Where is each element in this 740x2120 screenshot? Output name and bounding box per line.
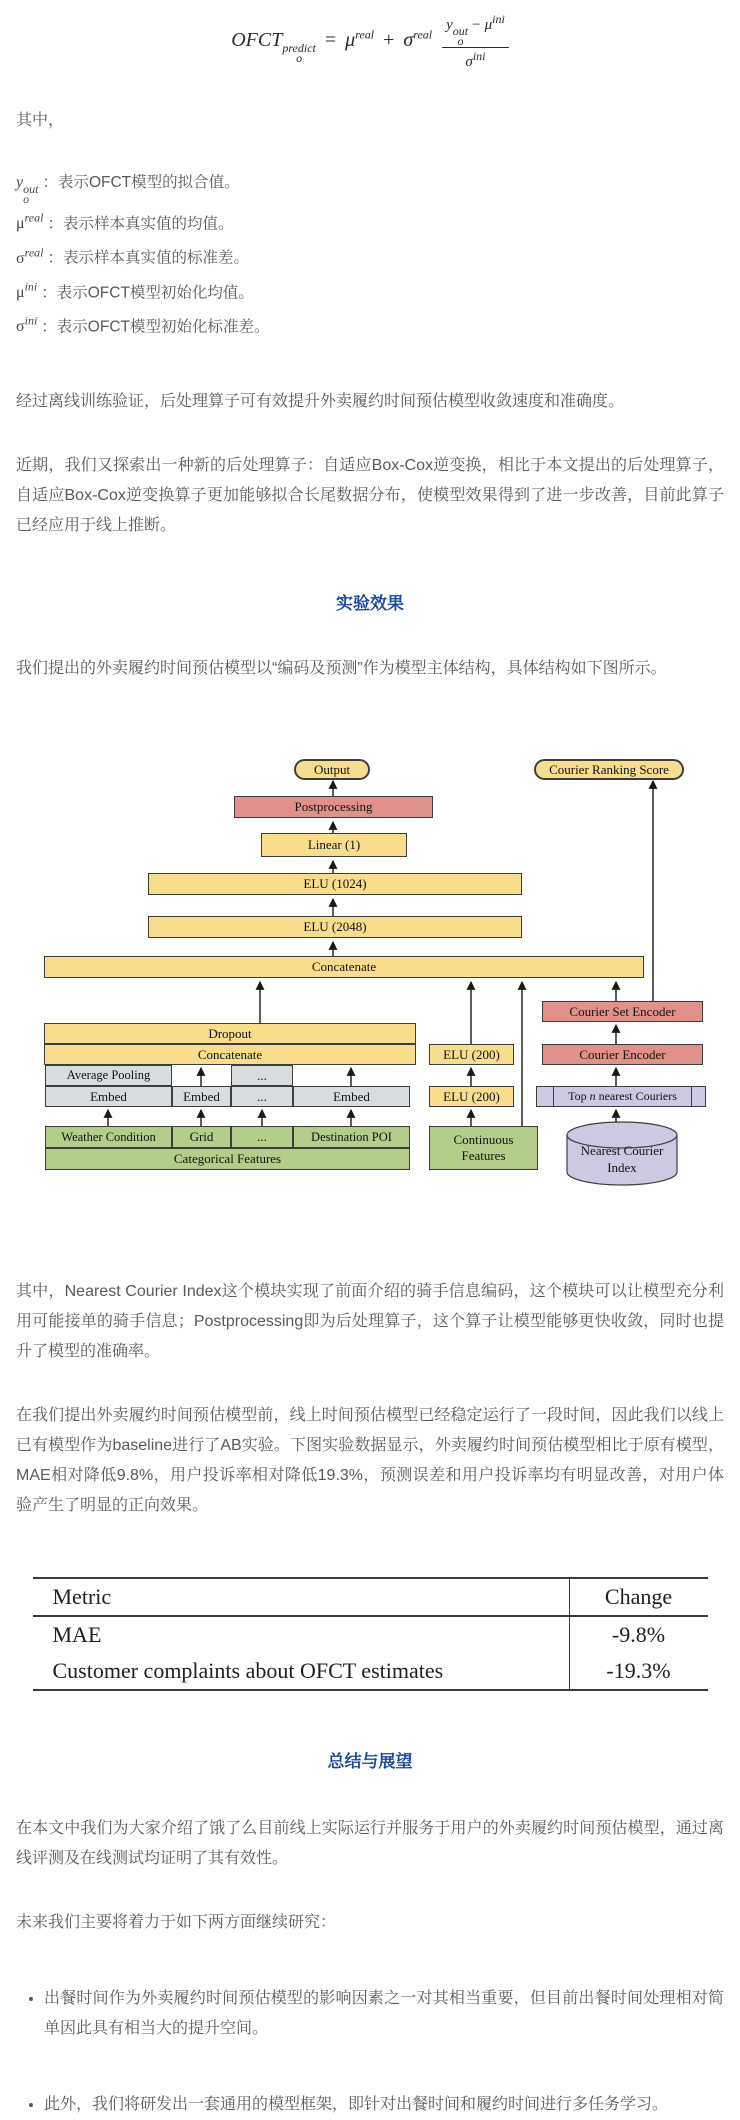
paragraph-future-work: 未来我们主要将着力于如下两方面继续研究： — [16, 1914, 337, 1932]
node-embed-1: Embed — [45, 1086, 172, 1107]
top-n-label: Top n nearest Couriers — [568, 1089, 677, 1104]
node-courier-ranking-score: Courier Ranking Score — [534, 759, 684, 780]
metrics-table — [33, 1577, 708, 1691]
cell-metric: Customer complaints about OFCT estimates — [52, 1658, 444, 1684]
node-weather-condition: Weather Condition — [45, 1126, 172, 1148]
paragraph-module-explanation: 其中，Nearest Courier Index这个模块实现了前面介绍的骑手信息编码，这个模块可以让模型充分利用可能接单的骑手信息；Postprocessing即为后处理算子，这个算子让模型能够更快收敛，同时也提升了模型的准确率。 — [16, 1283, 724, 1361]
paragraph-ab-test: 在我们提出外卖履约时间预估模型前，线上时间预估模型已经稳定运行了一段时间，因此我们以线上已有模型作为baseline进行了AB实验。下图实验数据显示，外卖履约时间预估模型相比于原有模型，MAE相对降低9.8%，用户投诉率相对降低19.3%，预测误差和用户投诉率均有明显改善，对用户体验产生了明显的正向效果。 — [16, 1407, 724, 1515]
node-elu-200-upper: ELU (200) — [429, 1044, 514, 1065]
cell-change: -9.8% — [569, 1616, 708, 1653]
cell-metric: MAE — [52, 1622, 102, 1648]
node-concatenate-embed: Concatenate — [44, 1044, 416, 1065]
node-embed-dots: ... — [231, 1086, 293, 1107]
definition-item: $\sigma^{real}$ ：表示样本真实值的标准差。 — [16, 245, 250, 267]
section-header-experiments: 实验效果 — [336, 594, 404, 614]
node-categorical-features: Categorical Features — [45, 1148, 410, 1170]
future-work-list — [0, 1984, 740, 2120]
list-item: • 出餐时间作为外卖履约时间预估模型的影响因素之一对其相当重要，但目前出餐时间处理相对简单因此具有相当大的提升空间。 — [44, 1984, 724, 2044]
paragraph-model-structure: 我们提出的外卖履约时间预估模型以“编码及预测”作为模型主体结构，具体结构如下图所示。 — [16, 660, 667, 678]
metrics-table-wrap — [0, 1577, 740, 1691]
node-concatenate-main: Concatenate — [44, 956, 644, 978]
node-elu-1024: ELU (1024) — [148, 873, 522, 895]
node-top-n-nearest-couriers — [536, 1086, 706, 1107]
node-courier-set-encoder: Courier Set Encoder — [542, 1001, 703, 1022]
header-metric: Metric — [33, 1578, 570, 1616]
cell-change: -19.3% — [569, 1653, 708, 1690]
paragraph-offline-validation: 经过离线训练验证，后处理算子可有效提升外卖履约时间预估模型收敛速度和准确度。 — [16, 393, 625, 411]
variable-definitions — [0, 169, 740, 341]
node-elu-200-lower: ELU (200) — [429, 1086, 514, 1107]
node-postprocessing: Postprocessing — [234, 796, 433, 818]
table-header-row — [33, 1578, 708, 1616]
node-dropout: Dropout — [44, 1023, 416, 1044]
table-row — [33, 1653, 708, 1690]
node-average-pooling: Average Pooling — [45, 1065, 172, 1086]
formula-lhs: OFCT predict o — [231, 29, 316, 66]
definition-item: $\mu^{ini}$ ：表示OFCT模型初始化均值。 — [16, 279, 254, 301]
formula-sigma-real: $\sigma^{real}$ — [403, 27, 433, 52]
node-output: Output — [294, 759, 370, 780]
node-nearest-courier-index: Nearest Courier Index — [580, 1143, 664, 1176]
node-courier-encoder: Courier Encoder — [542, 1044, 703, 1065]
table-row — [33, 1616, 708, 1653]
formula-fraction: y out o − $\mu^{ini}$ $\sigma^{ini}$ — [442, 12, 509, 71]
node-embed-2: Embed — [172, 1086, 231, 1107]
paragraph-summary: 在本文中我们为大家介绍了饿了么目前线上实际运行并服务于用户的外卖履约时间预估模型，通过离线评测及在线测试均证明了其有效性。 — [16, 1820, 724, 1868]
node-destination-poi: Destination POI — [293, 1126, 410, 1148]
definition-item: $\mu^{real}$ ：表示样本真实值的均值。 — [16, 211, 234, 233]
paragraph-boxcox: 近期，我们又探索出一种新的后处理算子：自适应Box-Cox逆变换，相比于本文提出的后处理算子，自适应Box-Cox逆变换算子更加能够拟合长尾数据分布，使模型效果得到了进一步改善，目前此算子已经应用于线上推断。 — [16, 457, 724, 535]
section-header-summary: 总结与展望 — [327, 1752, 413, 1772]
node-embed-3: Embed — [293, 1086, 410, 1107]
formula-mu-real: $\mu^{real}$ — [345, 27, 375, 52]
top-n-right-cell — [691, 1087, 705, 1106]
node-elu-2048: ELU (2048) — [148, 916, 522, 938]
ofct-formula: OFCT predict o = $\mu^{real} + \sigma^{real}$ y out o − $\mu^{ini}$ $\sigma^{ini}$ — [0, 12, 740, 71]
node-grid: Grid — [172, 1126, 231, 1148]
node-linear-1: Linear (1) — [261, 833, 407, 857]
node-continuous-features: Continuous Features — [429, 1126, 538, 1170]
definition-item: y out o ：表示OFCT模型的拟合值。 — [16, 174, 240, 206]
model-architecture-diagram — [0, 748, 740, 1193]
list-item: • 此外，我们将研发出一套通用的模型框架，即针对出餐时间和履约时间进行多任务学习。 — [44, 2090, 724, 2120]
header-change: Change — [569, 1578, 708, 1616]
top-n-left-cell — [537, 1087, 554, 1106]
node-feature-dots: ... — [231, 1126, 293, 1148]
definition-item: $\sigma^{ini}$ ：表示OFCT模型初始化标准差。 — [16, 313, 270, 336]
node-pool-dots: ... — [231, 1065, 293, 1086]
intro-text: 其中， — [16, 112, 65, 129]
